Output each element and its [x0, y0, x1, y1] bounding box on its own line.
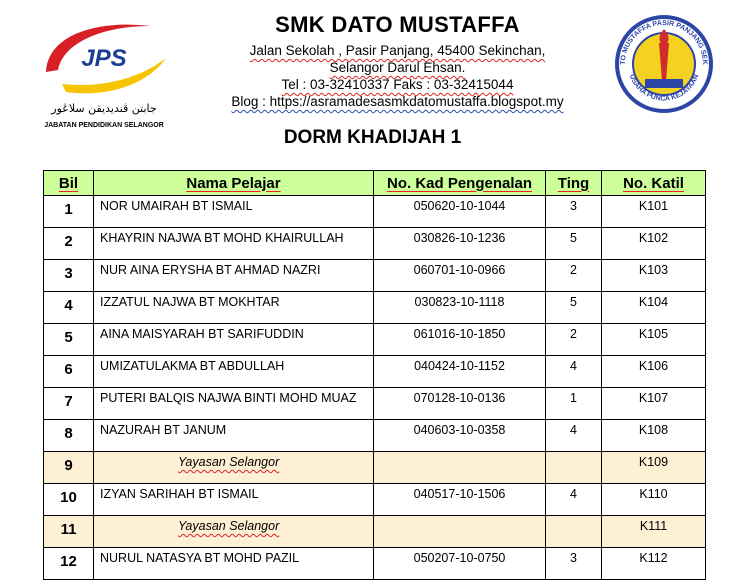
cell-ic [374, 452, 546, 484]
table-row [44, 292, 706, 324]
cell-ting: 3 [546, 548, 602, 580]
cell-bil: 2 [44, 228, 94, 260]
cell-ting: 2 [546, 260, 602, 292]
header-ic: No. Kad Pengenalan [374, 171, 546, 196]
table-row [44, 388, 706, 420]
cell-bil: 1 [44, 196, 94, 228]
logo-jawi: جابتن ڤنديديقن سلاڠور [51, 102, 157, 115]
table-row [44, 196, 706, 228]
cell-katil: K110 [602, 484, 706, 516]
address-line-1: Jalan Sekolah , Pasir Panjang, 45400 Sekinchan, [249, 43, 546, 58]
cell-name: NURUL NATASYA BT MOHD PAZIL [94, 548, 374, 580]
crest-top-text: TO MUSTAFFA PASIR PANJANG SEK [619, 19, 709, 65]
cell-name: KHAYRIN NAJWA BT MOHD KHAIRULLAH [94, 228, 374, 260]
cell-bil: 11 [44, 516, 94, 548]
table-row [44, 228, 706, 260]
header-katil: No. Katil [602, 171, 706, 196]
cell-ting: 4 [546, 420, 602, 452]
crest-book [645, 79, 683, 88]
cell-bil: 4 [44, 292, 94, 324]
cell-name: NAZURAH BT JANUM [94, 420, 374, 452]
logo-text: JPS [81, 45, 127, 72]
cell-bil: 5 [44, 324, 94, 356]
cell-katil: K105 [602, 324, 706, 356]
cell-ting: 3 [546, 196, 602, 228]
contact-line: Tel : 03-32410337 Faks : 03-32415044 [281, 77, 514, 92]
cell-ic: 061016-10-1850 [374, 324, 546, 356]
table-row [44, 452, 706, 484]
cell-bil: 12 [44, 548, 94, 580]
cell-ic: 070128-10-0136 [374, 388, 546, 420]
cell-name: PUTERI BALQIS NAJWA BINTI MOHD MUAZ [94, 388, 374, 420]
table-row [44, 420, 706, 452]
header-bil: Bil [44, 171, 94, 196]
cell-ic: 030823-10-1118 [374, 292, 546, 324]
jps-logo [38, 14, 172, 132]
header-ting: Ting [546, 171, 602, 196]
cell-bil: 8 [44, 420, 94, 452]
cell-name: AINA MAISYARAH BT SARIFUDDIN [94, 324, 374, 356]
table-row [44, 324, 706, 356]
logo-caption: JABATAN PENDIDIKAN SELANGOR [44, 122, 164, 129]
cell-ting: 1 [546, 388, 602, 420]
cell-bil: 7 [44, 388, 94, 420]
table-row [44, 548, 706, 580]
page-title: DORM KHADIJAH 1 [283, 127, 462, 148]
cell-name: Yayasan Selangor [94, 516, 374, 548]
cell-name: IZZATUL NAJWA BT MOKHTAR [94, 292, 374, 324]
cell-ic: 030826-10-1236 [374, 228, 546, 260]
cell-ic: 040517-10-1506 [374, 484, 546, 516]
cell-katil: K103 [602, 260, 706, 292]
cell-ting: 5 [546, 228, 602, 260]
cell-katil: K101 [602, 196, 706, 228]
student-table [43, 170, 706, 580]
cell-name: NOR UMAIRAH BT ISMAIL [94, 196, 374, 228]
cell-katil: K112 [602, 548, 706, 580]
cell-katil: K109 [602, 452, 706, 484]
cell-katil: K111 [602, 516, 706, 548]
school-crest-logo [605, 13, 723, 115]
cell-bil: 6 [44, 356, 94, 388]
cell-katil: K107 [602, 388, 706, 420]
cell-name: Yayasan Selangor [94, 452, 374, 484]
cell-ting [546, 452, 602, 484]
cell-ic [374, 516, 546, 548]
address-line-2: Selangor Darul Ehsan. [329, 60, 466, 75]
cell-ic: 050620-10-1044 [374, 196, 546, 228]
cell-ting: 4 [546, 484, 602, 516]
school-name: SMK DATO MUSTAFFA [275, 12, 520, 37]
cell-ting [546, 516, 602, 548]
cell-ic: 040603-10-0358 [374, 420, 546, 452]
table-row [44, 356, 706, 388]
cell-bil: 10 [44, 484, 94, 516]
table-header-row [44, 171, 706, 196]
cell-ic: 060701-10-0966 [374, 260, 546, 292]
cell-name: NUR AINA ERYSHA BT AHMAD NAZRI [94, 260, 374, 292]
cell-name: IZYAN SARIHAH BT ISMAIL [94, 484, 374, 516]
table-row [44, 516, 706, 548]
cell-katil: K104 [602, 292, 706, 324]
cell-bil: 3 [44, 260, 94, 292]
cell-ting: 4 [546, 356, 602, 388]
cell-ting: 2 [546, 324, 602, 356]
cell-bil: 9 [44, 452, 94, 484]
cell-ic: 040424-10-1152 [374, 356, 546, 388]
cell-katil: K108 [602, 420, 706, 452]
cell-katil: K102 [602, 228, 706, 260]
table-row [44, 260, 706, 292]
cell-ting: 5 [546, 292, 602, 324]
school-header [200, 12, 595, 110]
table-row [44, 484, 706, 516]
header-name: Nama Pelajar [94, 171, 374, 196]
crest-motto: USAHA PUNCA KEJAYAAN [627, 73, 701, 103]
cell-name: UMIZATULAKMA BT ABDULLAH [94, 356, 374, 388]
cell-katil: K106 [602, 356, 706, 388]
cell-ic: 050207-10-0750 [374, 548, 546, 580]
blog-line: Blog : https://asramadesasmkdatomustaffa.blogspot.my [231, 94, 564, 109]
